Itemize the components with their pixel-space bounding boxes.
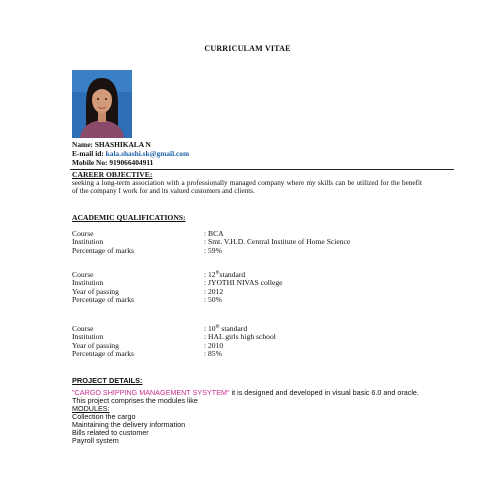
course-value-number: : 12: [204, 270, 216, 279]
name-line: [72, 140, 189, 149]
institution-value: : Smt. V.H.D. Central Institute of Home Science: [204, 237, 351, 247]
profile-photo: [72, 70, 132, 138]
year-value: : 2010: [204, 340, 224, 350]
list-item: Payroll system: [72, 436, 119, 446]
email-label: E-mail id:: [72, 149, 106, 158]
course-value-suffix: th: [215, 324, 220, 330]
mobile-label: Mobile No:: [72, 158, 110, 167]
year-label: Year of passing: [72, 340, 119, 350]
institution-value: : JYOTHI NIVAS college: [204, 278, 283, 288]
course-value: : BCA: [204, 229, 224, 238]
page-title: CURRICULAM VITAE: [204, 44, 291, 53]
list-item: Maintaining the delivery information: [72, 420, 186, 430]
marks-value: : 59%: [204, 245, 222, 255]
year-label: Year of passing: [72, 286, 119, 296]
name-value: SHASHIKALA N: [94, 140, 151, 149]
marks-label: Percentage of marks: [72, 295, 134, 305]
marks-label: Percentage of marks: [72, 245, 134, 255]
modules-heading: MODULES:: [72, 404, 110, 413]
marks-value: : 85%: [204, 349, 222, 359]
institution-label: Institution: [72, 278, 104, 288]
email-line: [72, 149, 189, 158]
course-value-text: standard: [219, 270, 246, 279]
contact-block: [72, 140, 189, 167]
mobile-line: [72, 158, 189, 167]
email-link[interactable]: kala.shashi.sk@gmail.com: [105, 149, 190, 158]
project-description: [72, 389, 428, 405]
modules-list: [72, 405, 185, 445]
institution-label: Institution: [72, 237, 104, 247]
career-objective-heading: CAREER OBJECTIVE:: [72, 170, 153, 179]
marks-value: : 50%: [204, 295, 222, 305]
institution-value: : HAL girls high school: [204, 332, 276, 342]
project-details-heading: PROJECT DETAILS:: [72, 376, 143, 385]
course-label: Course: [72, 229, 94, 238]
academic-qualifications-heading: ACADEMIC QUALIFICATIONS:: [72, 213, 186, 222]
course-value-suffix: th: [215, 270, 220, 276]
year-value: : 2012: [204, 286, 224, 296]
marks-label: Percentage of marks: [72, 349, 134, 359]
list-item: Collection the cargo: [72, 412, 136, 422]
course-label: Course: [72, 270, 94, 279]
course-label: Course: [72, 324, 94, 333]
project-description-text: it is designed and developed in visual basic 6.0 and oracle. This project comprises the modules like: [72, 388, 419, 406]
list-item: Bills related to customer: [72, 428, 149, 438]
project-name: "CARGO SHIPPING MANAGEMENT SYSYTEM": [72, 388, 230, 397]
course-value-text: standard: [219, 324, 248, 333]
career-objective-text: seeking a long-term association with a professionally managed company where my skills can be utilized for the benefit of the company I work for and its valued customers and clients.: [72, 179, 422, 196]
person-photo-icon: [72, 70, 132, 138]
course-value-number: : 10: [204, 324, 216, 333]
name-label: Name:: [72, 140, 95, 149]
institution-label: Institution: [72, 332, 104, 342]
mobile-value: 919066404911: [109, 158, 154, 167]
